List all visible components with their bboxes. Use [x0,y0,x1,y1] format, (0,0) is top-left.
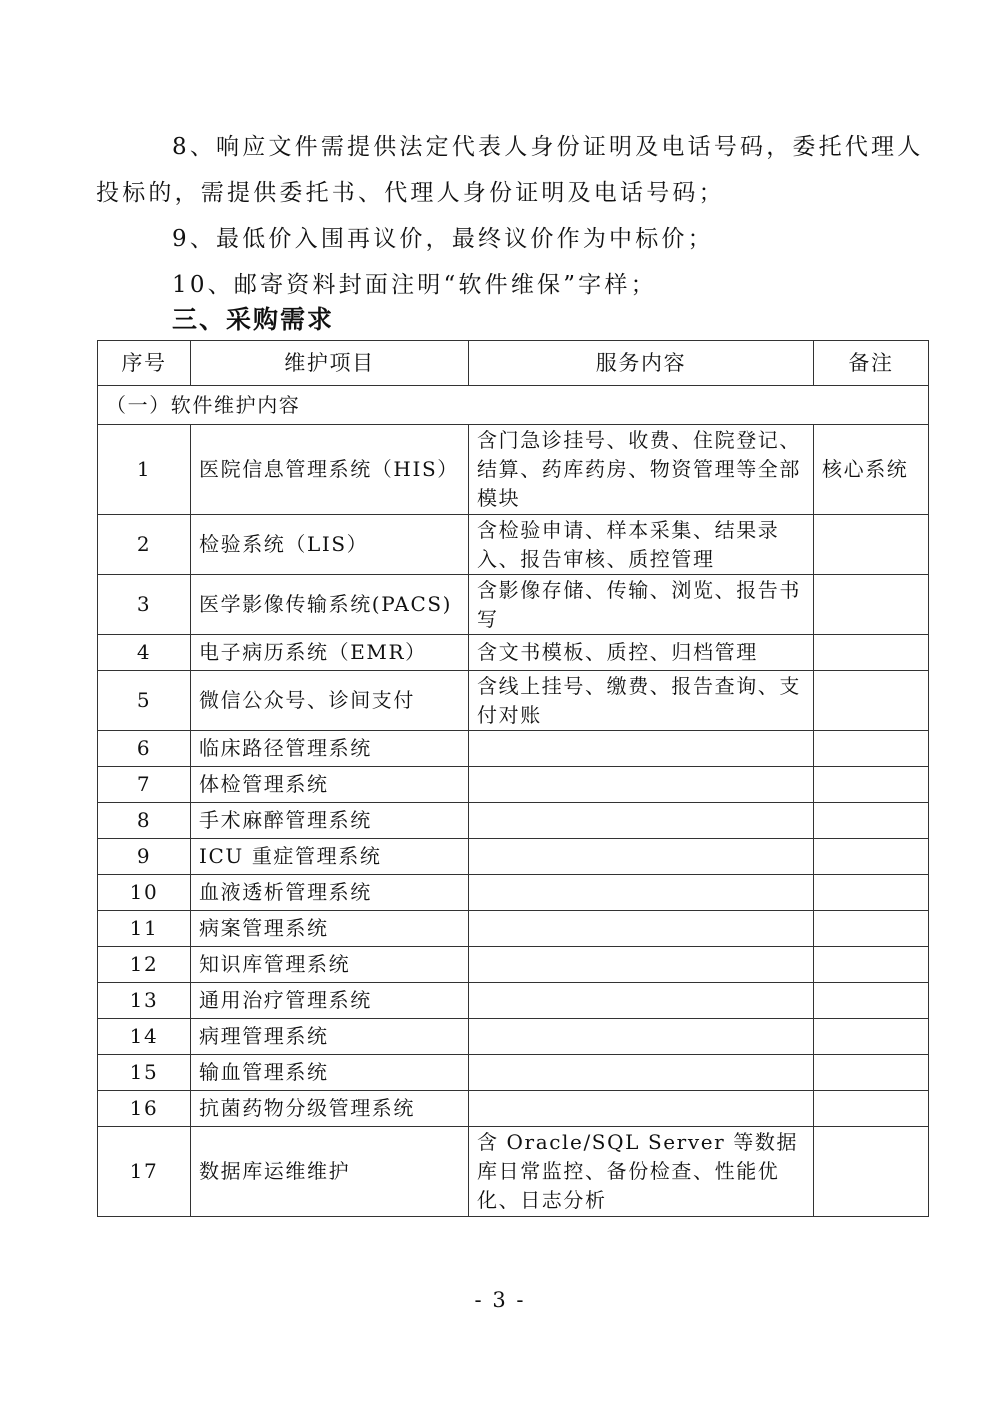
cell-note [814,1019,929,1055]
cell-content [469,731,814,767]
cell-no: 5 [98,671,191,731]
cell-note [814,1127,929,1217]
table-row [98,839,929,875]
cell-item: 知识库管理系统 [191,947,469,983]
header-note: 备注 [814,341,929,386]
cell-no: 10 [98,875,191,911]
cell-content [469,1091,814,1127]
cell-item: 临床路径管理系统 [191,731,469,767]
cell-note [814,947,929,983]
cell-no: 4 [98,635,191,671]
table-body [98,386,929,1217]
cell-content [469,947,814,983]
table-row [98,947,929,983]
header-no: 序号 [98,341,191,386]
table-row [98,1055,929,1091]
cell-note [814,1091,929,1127]
table-row [98,425,929,515]
table-row [98,803,929,839]
table-header-row [98,341,929,386]
cell-note [814,515,929,575]
cell-content [469,839,814,875]
table-row [98,731,929,767]
table-row [98,635,929,671]
cell-note [814,731,929,767]
cell-item: 数据库运维维护 [191,1127,469,1217]
cell-note [814,635,929,671]
cell-item: ICU 重症管理系统 [191,839,469,875]
table-row [98,875,929,911]
cell-note [814,671,929,731]
header-item: 维护项目 [191,341,469,386]
group-title-row [98,386,929,425]
cell-no: 6 [98,731,191,767]
cell-note [814,575,929,635]
cell-content [469,767,814,803]
cell-content: 含影像存储、传输、浏览、报告书写 [469,575,814,635]
page-number: - 3 - [474,1288,526,1312]
cell-no: 16 [98,1091,191,1127]
cell-note [814,1055,929,1091]
section-title: 三、采购需求 [172,305,335,334]
group-title: （一）软件维护内容 [98,386,929,425]
cell-note [814,803,929,839]
cell-no: 2 [98,515,191,575]
cell-no: 1 [98,425,191,515]
cell-no: 15 [98,1055,191,1091]
cell-item: 抗菌药物分级管理系统 [191,1091,469,1127]
cell-no: 3 [98,575,191,635]
table-row [98,575,929,635]
cell-content [469,911,814,947]
table-row [98,671,929,731]
table-row [98,515,929,575]
cell-content: 含文书模板、质控、归档管理 [469,635,814,671]
cell-note [814,839,929,875]
cell-no: 8 [98,803,191,839]
cell-note: 核心系统 [814,425,929,515]
cell-item: 微信公众号、诊间支付 [191,671,469,731]
cell-content [469,875,814,911]
cell-content: 含 Oracle/SQL Server 等数据库日常监控、备份检查、性能优化、日志分析 [469,1127,814,1217]
cell-note [814,911,929,947]
table-row [98,767,929,803]
cell-item: 体检管理系统 [191,767,469,803]
cell-item: 病理管理系统 [191,1019,469,1055]
cell-content: 含门急诊挂号、收费、住院登记、结算、药库药房、物资管理等全部模块 [469,425,814,515]
cell-content: 含线上挂号、缴费、报告查询、支付对账 [469,671,814,731]
cell-item: 电子病历系统（EMR） [191,635,469,671]
cell-note [814,875,929,911]
cell-no: 9 [98,839,191,875]
table-row [98,1019,929,1055]
cell-item: 检验系统（LIS） [191,515,469,575]
cell-no: 17 [98,1127,191,1217]
table-row [98,983,929,1019]
cell-item: 血液透析管理系统 [191,875,469,911]
cell-no: 7 [98,767,191,803]
requirements-table [97,340,929,1217]
table-row [98,1091,929,1127]
cell-item: 医学影像传输系统(PACS) [191,575,469,635]
cell-item: 医院信息管理系统（HIS） [191,425,469,515]
cell-item: 通用治疗管理系统 [191,983,469,1019]
cell-note [814,983,929,1019]
table-row [98,911,929,947]
cell-item: 输血管理系统 [191,1055,469,1091]
cell-note [814,767,929,803]
cell-content: 含检验申请、样本采集、结果录入、报告审核、质控管理 [469,515,814,575]
table-row [98,1127,929,1217]
cell-no: 11 [98,911,191,947]
cell-content [469,1019,814,1055]
paragraph-10: 10、邮寄资料封面注明“软件维保”字样； [172,272,657,298]
header-content: 服务内容 [469,341,814,386]
cell-item: 手术麻醉管理系统 [191,803,469,839]
cell-no: 12 [98,947,191,983]
paragraph-9: 9、最低价入围再议价，最终议价作为中标价； [172,226,714,252]
cell-content [469,803,814,839]
paragraph-8: 8、响应文件需提供法定代表人身份证明及电话号码，委托代理人投标的，需提供委托书、代理人身份证明及电话号码； [96,134,924,206]
cell-no: 14 [98,1019,191,1055]
cell-no: 13 [98,983,191,1019]
cell-content [469,1055,814,1091]
cell-content [469,983,814,1019]
cell-item: 病案管理系统 [191,911,469,947]
